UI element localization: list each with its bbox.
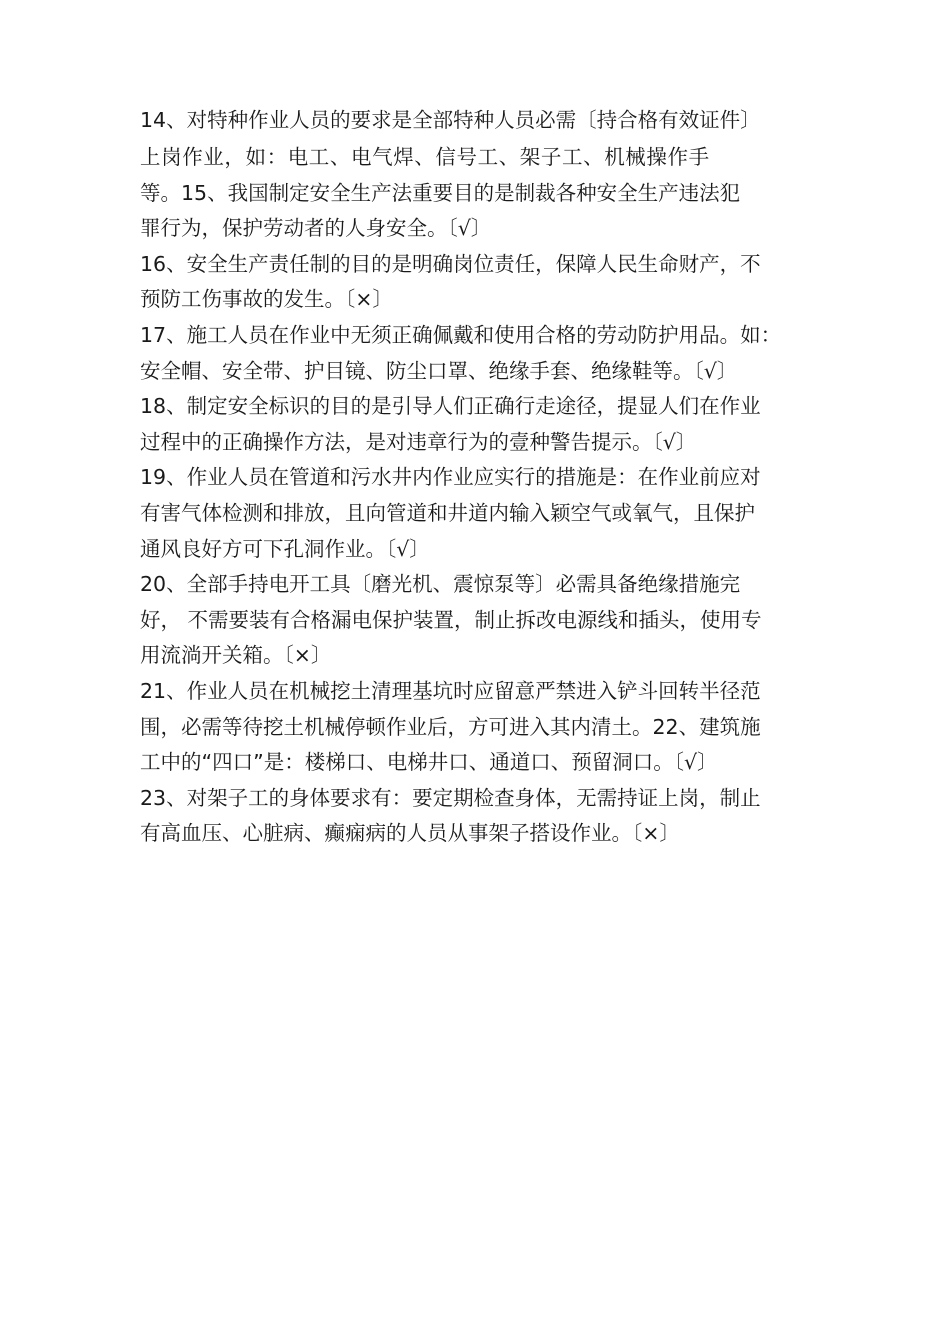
text-line: 围，必需等待挖土机械停顿作业后，方可进入其内清土。22、建筑施	[140, 714, 761, 739]
text-line: 用流淌开关箱。〔×〕	[140, 643, 332, 668]
text-line: 等。15、我国制定安全生产法重要目的是制裁各种安全生产违法犯	[140, 180, 741, 205]
text-line: 上岗作业，如：电工、电气焊、信号工、架子工、机械操作手	[140, 145, 710, 169]
text-line: 好， 不需要装有合格漏电保护装置，制止拆改电源线和插头，使用专	[140, 607, 762, 632]
text-line: 有害气体检测和排放，且向管道和井道内输入颖空气或氧气，且保护	[140, 500, 755, 525]
text-line: 23、对架子工的身体要求有：要定期检查身体，无需持证上岗，制止	[140, 785, 761, 810]
text-line: 安全帽、安全带、护目镜、防尘口罩、绝缘手套、绝缘鞋等。〔√〕	[140, 358, 738, 383]
text-line: 16、安全生产责任制的目的是明确岗位责任，保障人民生命财产，不	[140, 251, 761, 276]
text-line: 21、作业人员在机械挖土清理基坑时应留意严禁进入铲斗回转半径范	[140, 678, 761, 703]
text-line: 工中的“四口”是：楼梯口、电梯井口、通道口、预留洞口。〔√〕	[140, 750, 718, 775]
text-line: 18、制定安全标识的目的是引导人们正确行走途径，提显人们在作业	[140, 394, 761, 419]
text-line: 17、施工人员在作业中无须正确佩戴和使用合格的劳动防护用品。如：	[140, 322, 782, 347]
document-page	[140, 100, 830, 852]
text-line: 19、作业人员在管道和污水井内作业应实行的措施是：在作业前应对	[140, 465, 761, 490]
text-line: 通风良好方可下孔洞作业。〔√〕	[140, 536, 430, 561]
text-line: 14、对特种作业人员的要求是全部特种人员必需〔持合格有效证件〕	[140, 108, 761, 132]
text-line: 20、全部手持电开工具〔磨光机、震惊泵等〕必需具备绝缘措施完	[140, 572, 741, 597]
text-line: 有高血压、心脏病、癫痫病的人员从事架子搭设作业。〔×〕	[140, 821, 680, 846]
text-line: 罪行为，保护劳动者的人身安全。〔√〕	[140, 216, 492, 241]
text-line: 预防工伤事故的发生。〔×〕	[140, 287, 393, 312]
text-line: 过程中的正确操作方法，是对违章行为的壹种警告提示。〔√〕	[140, 429, 697, 454]
